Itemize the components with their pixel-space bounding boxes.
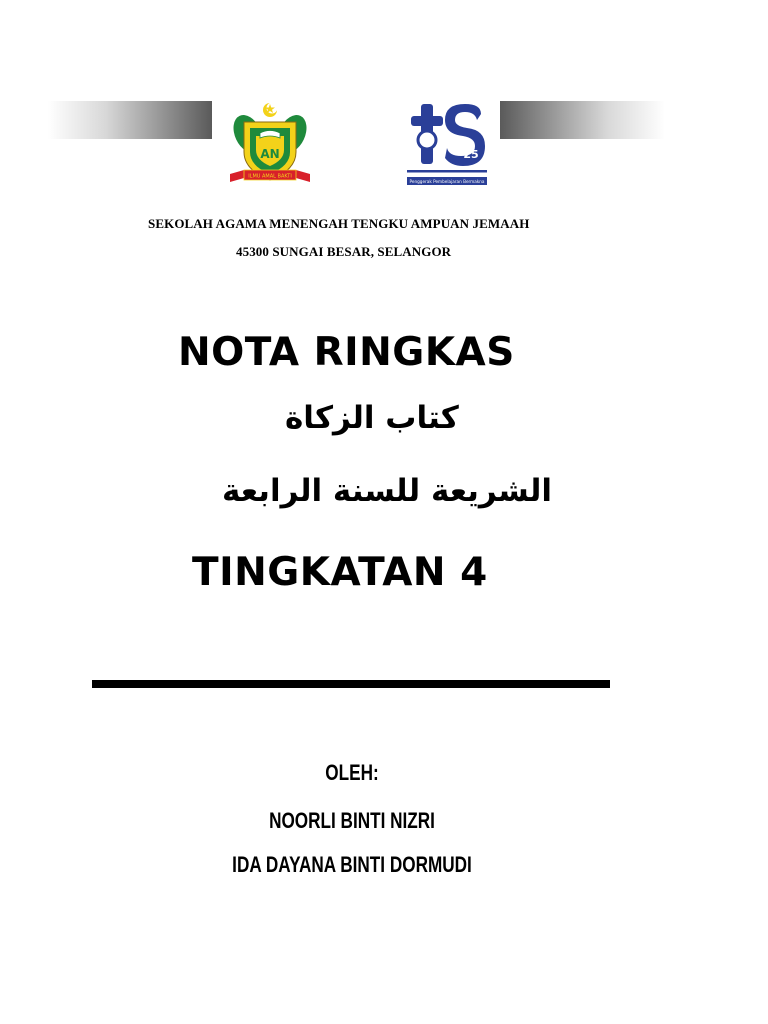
arabic-title-line-1: كتاب الزكاة — [285, 400, 459, 436]
author-name: IDA DAYANA BINTI DORMUDI — [232, 852, 472, 877]
svg-text:AN: AN — [260, 147, 280, 161]
svg-text:25: 25 — [463, 148, 479, 161]
title-main: NOTA RINGKAS — [178, 330, 515, 375]
form-level-title: TINGKATAN 4 — [192, 550, 488, 595]
school-name: SEKOLAH AGAMA MENENGAH TENGKU AMPUAN JEMAAH — [148, 216, 530, 231]
author-name: NOORLI BINTI NIZRI — [269, 808, 435, 833]
decorative-gradient-left — [48, 101, 212, 139]
program-logo-caption: Penggerak Pembelajaran Bermakna — [409, 179, 485, 184]
decorative-gradient-right — [500, 101, 665, 139]
school-address: 45300 SUNGAI BESAR, SELANGOR — [236, 244, 452, 259]
ts25-logo-icon — [405, 100, 489, 186]
horizontal-divider — [92, 680, 610, 688]
school-crest-icon — [226, 100, 314, 190]
arabic-title-line-2: الشريعة للسنة الرابعة — [222, 473, 553, 509]
svg-text:ILMU AMAL BAKTI: ILMU AMAL BAKTI — [248, 173, 292, 180]
author-label: OLEH: — [325, 760, 379, 785]
